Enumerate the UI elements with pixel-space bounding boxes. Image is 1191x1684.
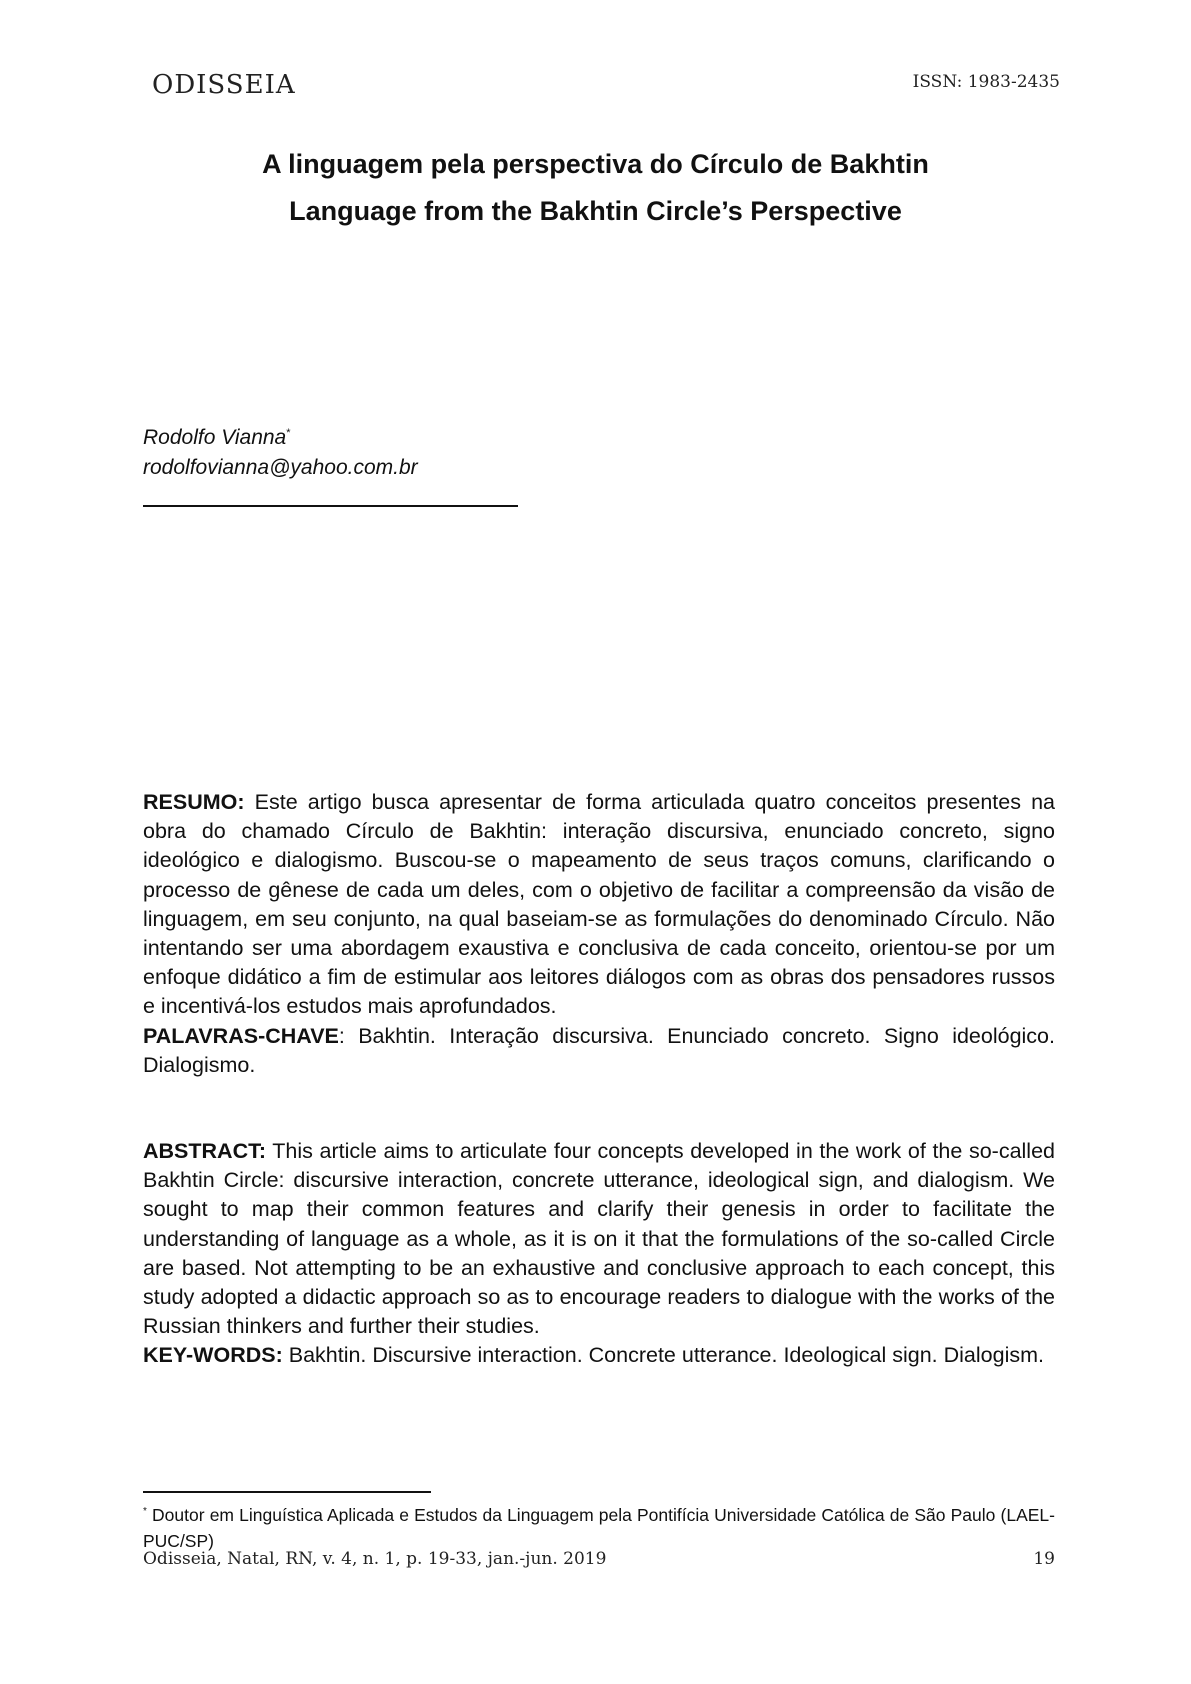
title-portuguese: A linguagem pela perspectiva do Círculo de Bakhtin [262,149,929,179]
article-title [0,141,1191,235]
author-email: rodolfovianna@yahoo.com.br [143,456,418,479]
keywords-text: Bakhtin. Discursive interaction. Concrete utterance. Ideological sign. Dialogism. [282,1343,1044,1368]
footnote-divider [143,1491,431,1493]
author-footnote-mark: * [286,427,291,439]
resumo-paragraph [143,788,1055,1022]
resumo-section [143,788,1055,1080]
palavras-chave-paragraph [143,1022,1055,1080]
footer-citation: Odisseia, Natal, RN, v. 4, n. 1, p. 19-33, jan.-jun. 2019 [143,1549,607,1569]
footnote-mark: * [143,1506,147,1518]
author-line [143,423,418,453]
keywords-label: KEY-WORDS: [143,1343,283,1368]
resumo-text: Este artigo busca apresentar de forma articulada quatro conceitos presentes na obra do chamado Círculo de Bakhtin: interação discursiva, enunciado concreto, signo ideológico e dialogismo. Buscou-se o mapeamento de seus traços comuns, clarificando o processo de gênese de cada um deles, com o objetivo de facilitar a compreensão da visão de linguagem, em seu conjunto, na qual baseiam-se as formulações do denominado Círculo. Não intentando ser uma abordagem exaustiva e conclusiva de cada conceito, orientou-se por um enfoque didático a fim de estimular aos leitores diálogos com as obras dos pensadores russos e incentivá-los estudos mais aprofundados. [143,790,1055,1019]
abstract-section [143,1137,1055,1371]
author-name: Rodolfo Vianna [143,426,287,449]
keywords-paragraph [143,1341,1055,1370]
resumo-label: RESUMO: [143,790,245,814]
abstract-paragraph [143,1137,1055,1341]
journal-name: ODISSEIA [152,70,296,100]
page-number: 19 [1033,1549,1055,1569]
author-block [143,423,418,483]
footnote-text: Doutor em Linguística Aplicada e Estudos da Linguagem pela Pontifícia Universidade Católica de São Paulo (LAEL-PUC/SP) [143,1505,1055,1551]
palavras-chave-label: PALAVRAS-CHAVE [143,1023,339,1048]
issn: ISSN: 1983-2435 [912,72,1060,92]
footnote [143,1502,1055,1554]
abstract-label: ABSTRACT: [143,1139,267,1163]
author-divider [143,505,518,507]
abstract-text: This article aims to articulate four concepts developed in the work of the so-called Bakhtin Circle: discursive interaction, concrete utterance, ideological sign, and dialogism. We sought to map their common features and clarify their genesis in order to facilitate the understanding of language as a whole, as it is on it that the formulations of the so-called Circle are based. Not attempting to be an exhaustive and conclusive approach to each concept, this study adopted a didactic approach so as to encourage readers to dialogue with the works of the Russian thinkers and further their studies. [143,1139,1055,1339]
palavras-chave-text: : Bakhtin. Interação discursiva. Enunciado concreto. Signo ideológico. Dialogismo. [143,1023,1055,1077]
title-english: Language from the Bakhtin Circle’s Perspective [289,196,902,226]
